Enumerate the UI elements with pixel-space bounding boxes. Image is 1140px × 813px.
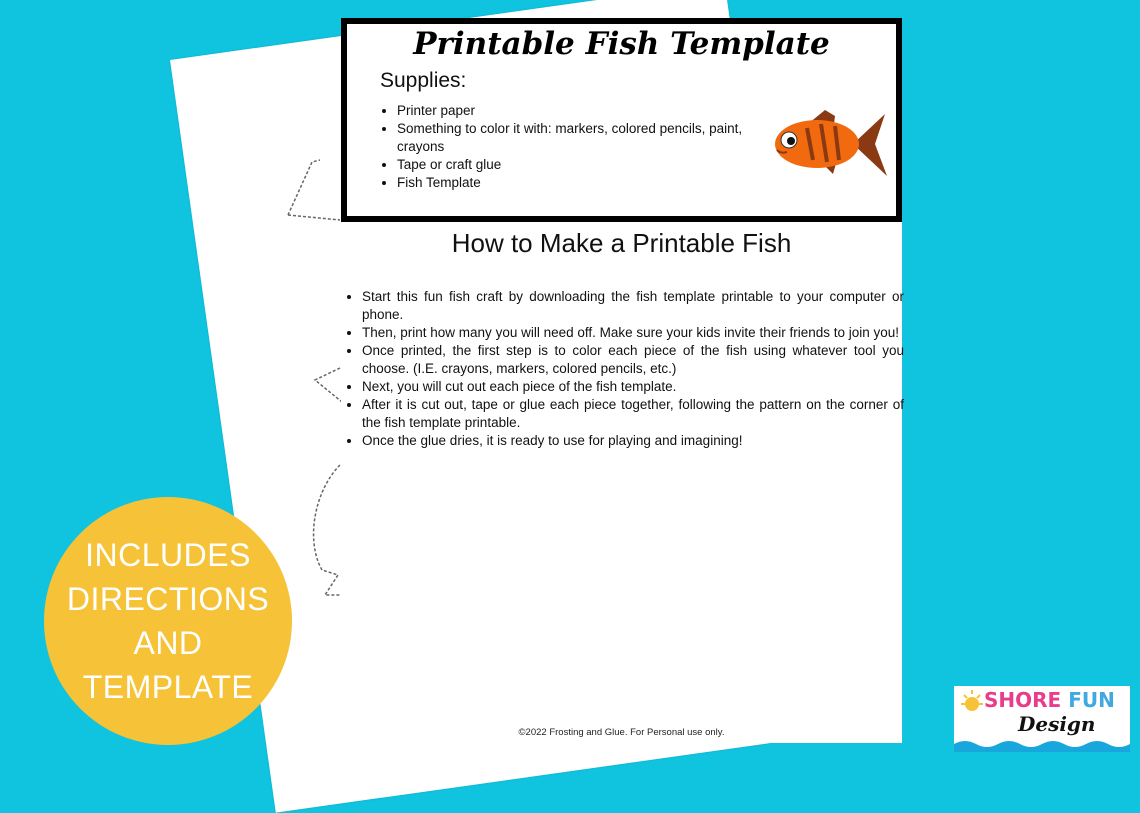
sun-icon [958, 688, 986, 716]
directions-heading: How to Make a Printable Fish [451, 228, 792, 258]
document-title: Printable Fish Template [413, 26, 830, 62]
printable-document [341, 18, 902, 743]
directions-list [345, 288, 904, 450]
supply-item: • Printer paper [397, 102, 787, 120]
direction-step: • Start this fun fish craft by downloading the fish template printable to your computer or phone. [362, 288, 904, 324]
supplies-panel [341, 18, 902, 222]
direction-step: • Next, you will cut out each piece of the fish template. [362, 378, 904, 396]
direction-step: • Once the glue dries, it is ready to use for playing and imagining! [362, 432, 904, 450]
shop-logo [954, 686, 1130, 752]
logo-title: SHORE FUN [984, 688, 1115, 712]
wave-icon [954, 738, 1130, 752]
supplies-list [379, 102, 787, 192]
direction-step: • Once printed, the first step is to color each piece of the fish using whatever tool you choose. (I.E. crayons, markers, colored pencils, etc.) [362, 342, 904, 378]
includes-badge [44, 497, 292, 745]
direction-step: • After it is cut out, tape or glue each piece together, following the pattern on the corner of the fish template printable. [362, 396, 904, 432]
supply-item: • Fish Template [397, 174, 787, 192]
copyright-footer: ©2022 Frosting and Glue. For Personal use only. [518, 727, 725, 738]
fish-icon [763, 104, 888, 184]
supply-item: • Tape or craft glue [397, 156, 787, 174]
supplies-heading: Supplies: [380, 69, 467, 92]
supply-item: • Something to color it with: markers, colored pencils, paint, crayons [397, 120, 787, 156]
badge-text: INCLUDES DIRECTIONS AND TEMPLATE [66, 537, 270, 705]
logo-subtitle: Design [1018, 712, 1096, 736]
direction-step: • Then, print how many you will need off. Make sure your kids invite their friends to join you! [362, 324, 904, 342]
